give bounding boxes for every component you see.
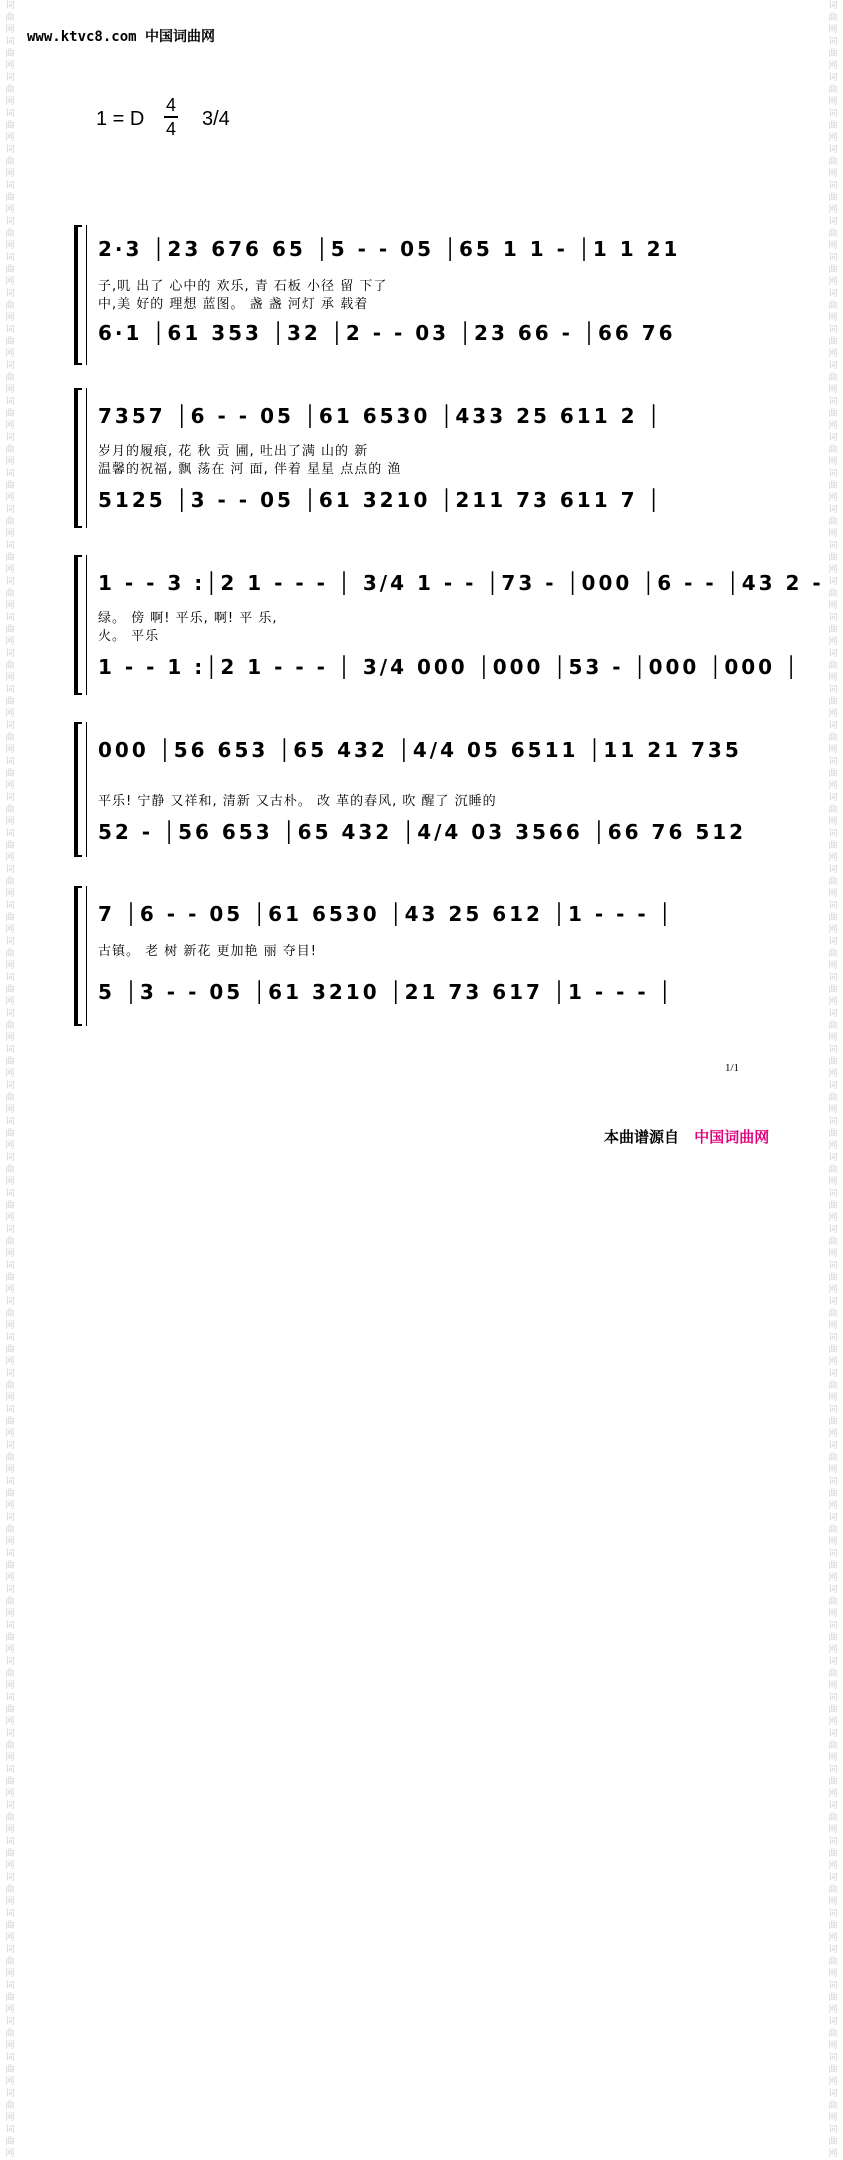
system-bracket [74, 886, 82, 1026]
system-bracket-line [86, 555, 87, 695]
harmony-line: 52 - │56 653 │65 432 │4/4 03 3566 │66 76 512 [98, 820, 747, 844]
harmony-line: 5 │3 - - 05 │61 3210 │21 73 617 │1 - - - │ [98, 980, 674, 1004]
source-label: 本曲谱源自 [604, 1128, 680, 1146]
system-bracket-line [86, 225, 87, 365]
lyric-line-1: 绿。 傍 啊! 平乐, 啊! 平 乐, [98, 611, 278, 626]
lyric-line-1: 子,叽 出了 心中的 欢乐, 青 石板 小径 留 下了 [98, 279, 388, 294]
lyric-line-2: 中,美 好的 理想 蓝图。 盏 盏 河灯 承 载着 [98, 297, 369, 312]
key-signature [96, 95, 230, 139]
harmony-line: 6·1 │61 353 │32 │2 - - 03 │23 66 - │66 76 [98, 321, 676, 345]
system-bracket [74, 555, 82, 695]
score-system [74, 555, 824, 695]
melody-line: 7357 │6 - - 05 │61 6530 │433 25 611 2 │ [98, 404, 663, 428]
watermark-right: 词曲网词曲网词曲网词曲网词曲网词曲网词曲网词曲网词曲网词曲网词曲网词曲网词曲网词曲网词曲网词曲网词曲网词曲网词曲网词曲网词曲网词曲网词曲网词曲网词曲网词曲网词曲网词曲网词曲网词曲网词曲网词曲网词曲网词曲网词曲网词曲网词曲网词曲网词曲网词曲网词曲网词曲网词曲网词曲网词曲网词曲网词曲网词曲网词曲网词曲网词曲网词曲网词曲网词曲网词曲网词曲网词曲网词曲网词曲网词曲网 [828, 1, 838, 2159]
site-name: 中国词曲网 [145, 29, 216, 45]
lyric-line-2: 温馨的祝福, 飘 荡在 河 面, 伴着 星星 点点的 渔 [98, 462, 402, 477]
system-bracket [74, 225, 82, 365]
score-system [74, 225, 764, 365]
watermark-left: 词曲网词曲网词曲网词曲网词曲网词曲网词曲网词曲网词曲网词曲网词曲网词曲网词曲网词曲网词曲网词曲网词曲网词曲网词曲网词曲网词曲网词曲网词曲网词曲网词曲网词曲网词曲网词曲网词曲网词曲网词曲网词曲网词曲网词曲网词曲网词曲网词曲网词曲网词曲网词曲网词曲网词曲网词曲网词曲网词曲网词曲网词曲网词曲网词曲网词曲网词曲网词曲网词曲网词曲网词曲网词曲网词曲网词曲网词曲网词曲网 [5, 1, 15, 2159]
system-bracket-line [86, 388, 87, 528]
time-signature [164, 94, 178, 140]
source-brand-link[interactable]: 中国词曲网 [694, 1128, 770, 1146]
time-numerator: 4 [165, 95, 176, 115]
time-denominator: 4 [165, 119, 176, 139]
score-system [74, 886, 764, 1026]
system-bracket-line [86, 722, 87, 857]
source-credit [604, 1126, 769, 1147]
melody-line: 1 - - 3 :│2 1 - - - │ 3/4 1 - - │73 - │000 │6 - - │43 2 - [98, 571, 824, 595]
melody-line: 2·3 │23 676 65 │5 - - 05 │65 1 1 - │1 1 21 [98, 237, 681, 261]
lyric-line-2: 火。 平乐 [98, 629, 160, 644]
harmony-line: 1 - - 1 :│2 1 - - - │ 3/4 000 │000 │53 - │000 │000 │ [98, 655, 801, 679]
lyric-line-1: 古镇。 老 树 新花 更加艳 丽 夺目! [98, 944, 318, 959]
score-system [74, 388, 764, 528]
alternate-time-signature: 3/4 [202, 108, 230, 130]
site-header[interactable] [27, 26, 215, 46]
melody-line: 000 │56 653 │65 432 │4/4 05 6511 │11 21 735 [98, 738, 742, 762]
melody-line: 7 │6 - - 05 │61 6530 │43 25 612 │1 - - - │ [98, 902, 674, 926]
system-bracket [74, 722, 82, 857]
score-system [74, 722, 764, 857]
system-bracket-line [86, 886, 87, 1026]
lyric-line-1: 岁月的履痕, 花 秋 贡 圃, 吐出了满 山的 新 [98, 444, 369, 459]
key-prefix: 1 = D [96, 108, 145, 130]
harmony-line: 5125 │3 - - 05 │61 3210 │211 73 611 7 │ [98, 488, 663, 512]
site-url[interactable]: www.ktvc8.com [27, 29, 137, 45]
lyric-line-1: 平乐! 宁静 又祥和, 清新 又古朴。 改 革的春风, 吹 醒了 沉睡的 [98, 794, 497, 809]
system-bracket [74, 388, 82, 528]
page-number: 1/1 [725, 1062, 740, 1074]
